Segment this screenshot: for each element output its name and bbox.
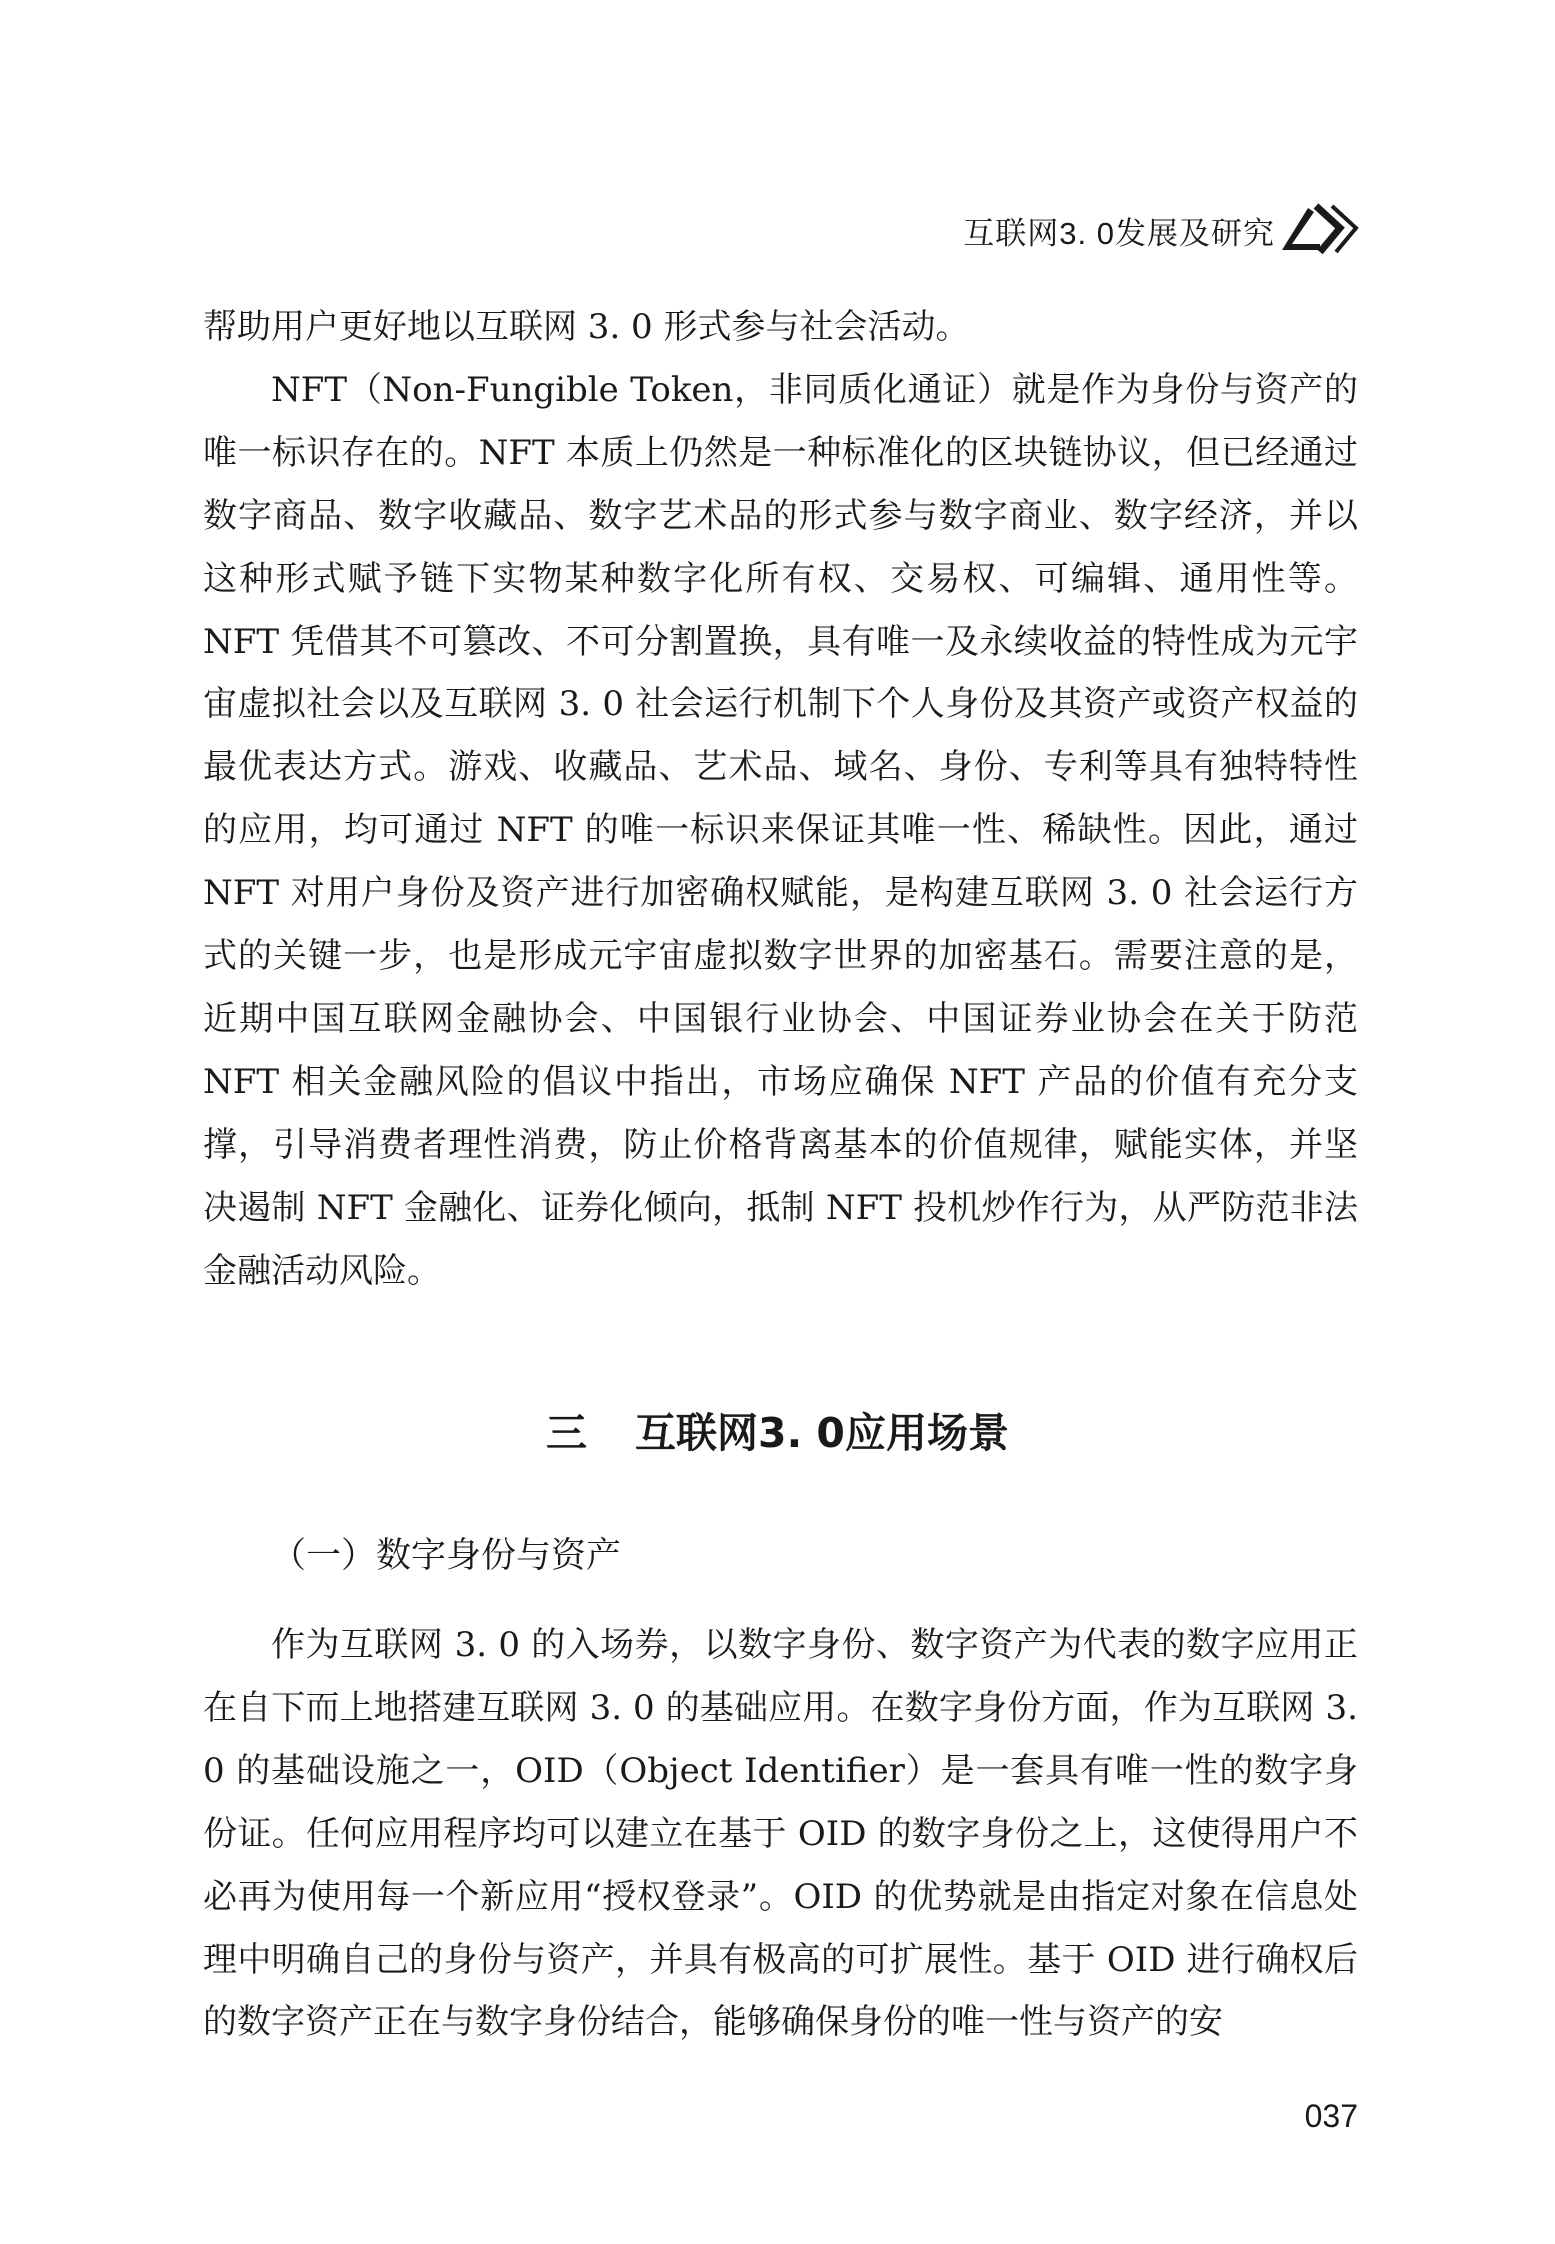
running-title: 互联网3. 0发展及研究 <box>963 216 1275 251</box>
subsection-heading: （一）数字身份与资产 <box>271 1536 622 1576</box>
section-title: 互联网3. 0应用场景 <box>635 1409 1009 1457</box>
paragraph-continuation: 帮助用户更好地以互联网 3. 0 形式参与社会活动。 <box>203 307 970 347</box>
body-text-bottom <box>203 1614 1358 2054</box>
paragraph-nft: NFT（Non-Fungible Token，非同质化通证）就是作为身份与资产的唯一标识存在的。NFT 本质上仍然是一种标准化的区块链协议，但已经通过数字商品、数字收藏品、数字艺术品的形式参与数字商业、数字经济，并以这种形式赋予链下实物某种数字化所有权、交易权、可编辑、通用性等。NFT 凭借其不可篡改、不可分割置换，具有唯一及永续收益的特性成为元宇宙虚拟社会以及互联网 3. 0 社会运行机制下个人身份及其资产或资产权益的最优表达方式。游戏、收藏品、艺术品、域名、身份、专利等具有独特特性的应用，均可通过 NFT 的唯一标识来保证其唯一性、稀缺性。因此，通过 NFT 对用户身份及资产进行加密确权赋能，是构建互联网 3. 0 社会运行方式的关键一步，也是形成元宇宙虚拟数字世界的加密基石。需要注意的是，近期中国互联网金融协会、中国银行业协会、中国证券业协会在关于防范 NFT 相关金融风险的倡议中指出，市场应确保 NFT 产品的价值有充分支撑，引导消费者理性消费，防止价格背离基本的价值规律，赋能实体，并坚决遏制 NFT 金融化、证券化倾向，抵制 NFT 投机炒作行为，从严防范非法金融活动风险。 <box>203 369 1358 1291</box>
running-header <box>963 200 1360 260</box>
paragraph-digital-identity: 作为互联网 3. 0 的入场券，以数字身份、数字资产为代表的数字应用正在自下而上地搭建互联网 3. 0 的基础应用。在数字身份方面，作为互联网 3. 0 的基础设施之一，OID（Object Identifier）是一套具有唯一性的数字身份证。任何应用程序均可以建立在基于 OID 的数字身份之上，这使得用户不必再为使用每一个新应用“授权登录”。OID 的优势就是由指定对象在信息处理中明确自己的身份与资产，并具有极高的可扩展性。基于 OID 进行确权后的数字资产正在与数字身份结合，能够确保身份的唯一性与资产的安 <box>203 1625 1358 2043</box>
body-text-top <box>203 296 1358 1303</box>
page-number: 037 <box>1304 2098 1358 2134</box>
chapter-arrow-icon <box>1280 200 1360 256</box>
section-number: 三 <box>546 1409 588 1457</box>
section-heading <box>0 1400 1555 1459</box>
